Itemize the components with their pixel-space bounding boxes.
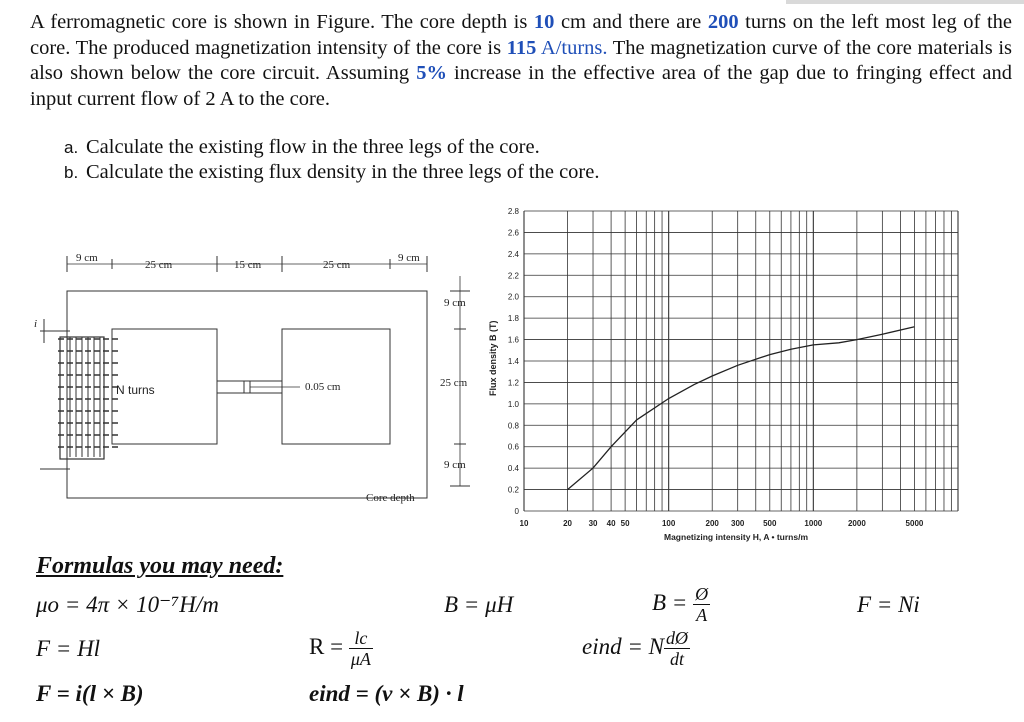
formula-f-ni: F = Ni <box>857 592 920 617</box>
y-tick-label: 0.4 <box>507 464 519 474</box>
fraction <box>664 628 690 669</box>
dim-label-right-mid: 25 cm <box>440 377 468 389</box>
dim-label-right-top: 9 cm <box>444 297 466 309</box>
task-a <box>64 135 599 160</box>
formula-b-lhs: B = <box>652 589 694 615</box>
formula-r-lhs: R = <box>309 633 349 659</box>
dim-label-center: 15 cm <box>234 259 262 271</box>
figure-panel <box>30 201 960 551</box>
bh-chart <box>488 207 958 542</box>
y-tick-label: 1.6 <box>507 335 519 345</box>
x-tick-label: 20 <box>563 519 573 528</box>
x-tick-label: 10 <box>519 519 529 528</box>
fraction-numerator: lc <box>349 628 373 649</box>
chart-y-label: Flux density B (T) <box>488 320 498 396</box>
problem-statement <box>30 10 1012 112</box>
core-diagram <box>40 256 470 498</box>
y-tick-label: 0 <box>514 507 519 516</box>
task-b <box>64 160 599 185</box>
y-tick-label: 1.2 <box>507 378 519 388</box>
y-tick-label: 2.0 <box>507 292 519 302</box>
x-tick-label: 1000 <box>804 519 823 528</box>
fraction <box>693 584 710 625</box>
y-tick-label: 2.4 <box>507 249 519 259</box>
fraction-numerator: Ø <box>695 584 709 604</box>
dim-label-left-window: 25 cm <box>145 259 173 271</box>
coil-label: N turns <box>116 383 155 397</box>
fraction-denominator: A <box>696 605 708 625</box>
task-b-label: b. <box>64 163 79 182</box>
y-tick-label: 0.2 <box>507 485 519 495</box>
chart-x-ticks <box>520 519 924 528</box>
intensity-unit: A/turns. <box>536 36 608 59</box>
y-tick-label: 0.8 <box>507 421 519 431</box>
x-tick-label: 100 <box>661 519 676 528</box>
x-tick-label: 5000 <box>905 519 924 528</box>
x-tick-label: 40 <box>606 519 616 528</box>
chart-x-label: Magnetizing intensity H, A • turns/m <box>664 532 809 542</box>
fraction-denominator: μA <box>350 649 371 669</box>
core-labels <box>34 252 468 504</box>
formula-eind-lhs: eind = N <box>582 633 664 659</box>
fraction <box>349 628 373 669</box>
depth-label: Core depth <box>366 492 415 504</box>
formula-b-phi-a <box>652 584 710 625</box>
x-tick-label: 300 <box>731 519 745 528</box>
x-tick-label: 2000 <box>847 519 866 528</box>
formula-eind-vbl: eind = (v × B) · l <box>309 681 464 706</box>
y-tick-label: 2.8 <box>507 207 519 216</box>
problem-text-5: increase in the effective area of the gap due to fringing effect and input current flow of 2 A to the core. <box>30 62 1012 110</box>
dim-label-right-bottom: 9 cm <box>444 459 466 471</box>
x-tick-label: 200 <box>705 519 719 528</box>
formula-reluctance <box>309 628 373 669</box>
top-scroll-strip <box>786 0 1024 4</box>
dim-label-right-leg: 9 cm <box>398 252 420 264</box>
formula-f-hl: F = Hl <box>36 636 101 661</box>
formulas-title: Formulas you may need: <box>36 553 284 579</box>
formula-eind-faraday <box>582 628 690 669</box>
intensity-value: 115 <box>506 36 537 59</box>
x-tick-label: 30 <box>588 519 598 528</box>
problem-text-1: A ferromagnetic core is shown in Figure. The core depth is <box>30 11 534 33</box>
x-tick-label: 50 <box>620 519 630 528</box>
y-tick-label: 2.6 <box>507 228 519 238</box>
magnetization-curve <box>568 327 915 490</box>
gap-label: 0.05 cm <box>305 381 341 393</box>
formula-b-mu-h: B = μH <box>444 592 514 617</box>
fringe-value: 5% <box>416 62 447 84</box>
figure-svg <box>30 201 960 551</box>
task-list <box>64 135 599 185</box>
problem-text-2: cm and there are <box>554 11 708 33</box>
depth-value: 10 <box>533 11 555 33</box>
chart-y-ticks <box>508 207 520 516</box>
chart-grid <box>524 211 958 511</box>
turns-value: 200 <box>707 11 739 33</box>
x-tick-label: 500 <box>763 519 777 528</box>
task-a-text: Calculate the existing flow in the three legs of the core. <box>86 136 540 158</box>
task-b-text: Calculate the existing flux density in the three legs of the core. <box>86 161 600 183</box>
current-label: i <box>34 318 38 330</box>
fraction-denominator: dt <box>669 649 684 669</box>
formula-f-ilb: F = i(l × B) <box>36 681 144 706</box>
task-a-label: a. <box>64 138 79 157</box>
dim-label-left-leg: 9 cm <box>76 252 98 264</box>
y-tick-label: 2.2 <box>507 271 519 281</box>
problem-text-4: The magnetization curve of the core materials is also shown below the core circuit. Assuming <box>30 36 1012 84</box>
fraction-numerator: dØ <box>665 628 688 648</box>
y-tick-label: 1.0 <box>507 399 519 409</box>
y-tick-label: 0.6 <box>507 442 519 452</box>
y-tick-label: 1.4 <box>507 357 519 366</box>
formula-mu0: μo = 4π × 10⁻⁷H/m <box>36 592 219 617</box>
dim-label-right-window: 25 cm <box>323 259 351 271</box>
problem-text-3: turns on the left most leg of the core. The produced magnetization intensity of the core is <box>30 11 1012 59</box>
y-tick-label: 1.8 <box>507 314 519 324</box>
